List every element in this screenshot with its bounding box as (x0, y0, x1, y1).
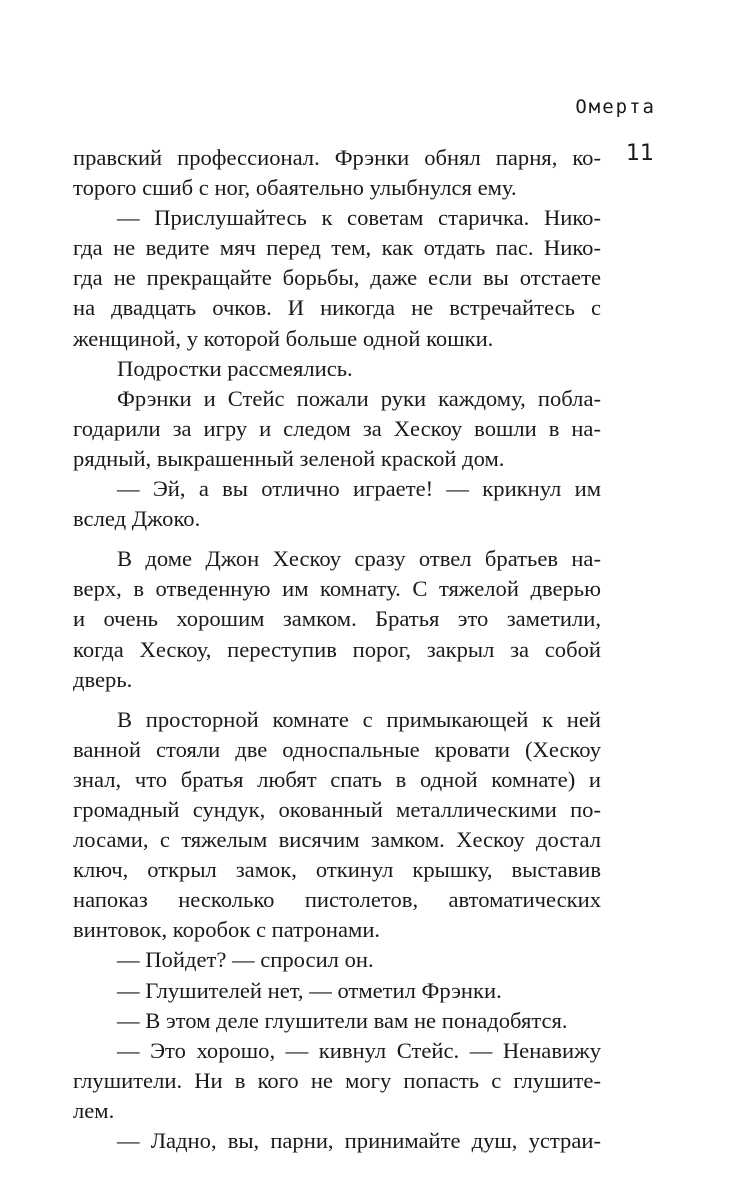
text-line: — Пойдет? — спросил он. (117, 947, 374, 973)
running-header: Омерта (575, 96, 656, 118)
text-line: и очень хорошим замком. Братья это заметили, (73, 606, 601, 632)
text-line: Фрэнки и Стейс пожали руки каждому, побла- (117, 385, 601, 411)
text-line: на двадцать очков. И никогда не встречайтесь с (73, 295, 601, 321)
text-line: правский профессионал. Фрэнки обнял парня, ко- (73, 145, 601, 170)
text-line: годарили за игру и следом за Хескоу вошли в на- (73, 415, 601, 441)
text-line: лем. (73, 1097, 115, 1123)
text-line: ванной стояли две односпальные кровати (Хескоу (73, 736, 601, 762)
text-line: глушители. Ни в кого не могу попасть с глушите- (73, 1067, 601, 1093)
text-line: напоказ несколько пистолетов, автоматических (73, 887, 601, 913)
text-line: знал, что братья любят спать в одной комнате) и (73, 766, 601, 792)
text-line: В доме Джон Хескоу сразу отвел братьев на- (117, 546, 601, 572)
text-line: гда не ведите мяч перед тем, как отдать пас. Нико- (73, 235, 601, 261)
text-line: торого сшиб с ног, обаятельно улыбнулся ему. (73, 175, 517, 201)
text-line: громадный сундук, окованный металлическими по- (73, 796, 601, 822)
text-line: — Это хорошо, — кивнул Стейс. — Ненавижу (117, 1037, 601, 1063)
text-line: вслед Джоко. (73, 506, 201, 532)
text-line: — Глушителей нет, — отметил Фрэнки. (117, 977, 502, 1003)
text-line: винтовок, коробок с патронами. (73, 917, 381, 943)
text-line: — Ладно, вы, парни, принимайте душ, устраи- (117, 1128, 601, 1153)
text-line: ключ, открыл замок, откинул крышку, выставив (73, 857, 601, 883)
text-line: рядный, выкрашенный зеленой краской дом. (73, 445, 505, 471)
page-number: 11 (626, 141, 654, 166)
text-line: — Прислушайтесь к советам старичка. Нико- (117, 205, 601, 231)
text-line: — Эй, а вы отлично играете! — крикнул им (117, 476, 601, 502)
text-line: дверь. (73, 666, 133, 692)
text-line: гда не прекращайте борьбы, даже если вы отстаете (73, 265, 601, 291)
text-line: верх, в отведенную им комнату. С тяжелой дверью (73, 576, 601, 602)
text-line: женщиной, у которой больше одной кошки. (73, 325, 494, 351)
page-body-text (73, 143, 601, 1156)
text-line: Подростки рассмеялись. (117, 355, 353, 381)
text-line: когда Хескоу, переступив порог, закрыл за собой (73, 636, 601, 662)
text-line: — В этом деле глушители вам не понадобятся. (117, 1007, 568, 1033)
text-line: лосами, с тяжелым висячим замком. Хескоу достал (73, 827, 601, 853)
text-line: В просторной комнате с примыкающей к ней (117, 706, 601, 732)
